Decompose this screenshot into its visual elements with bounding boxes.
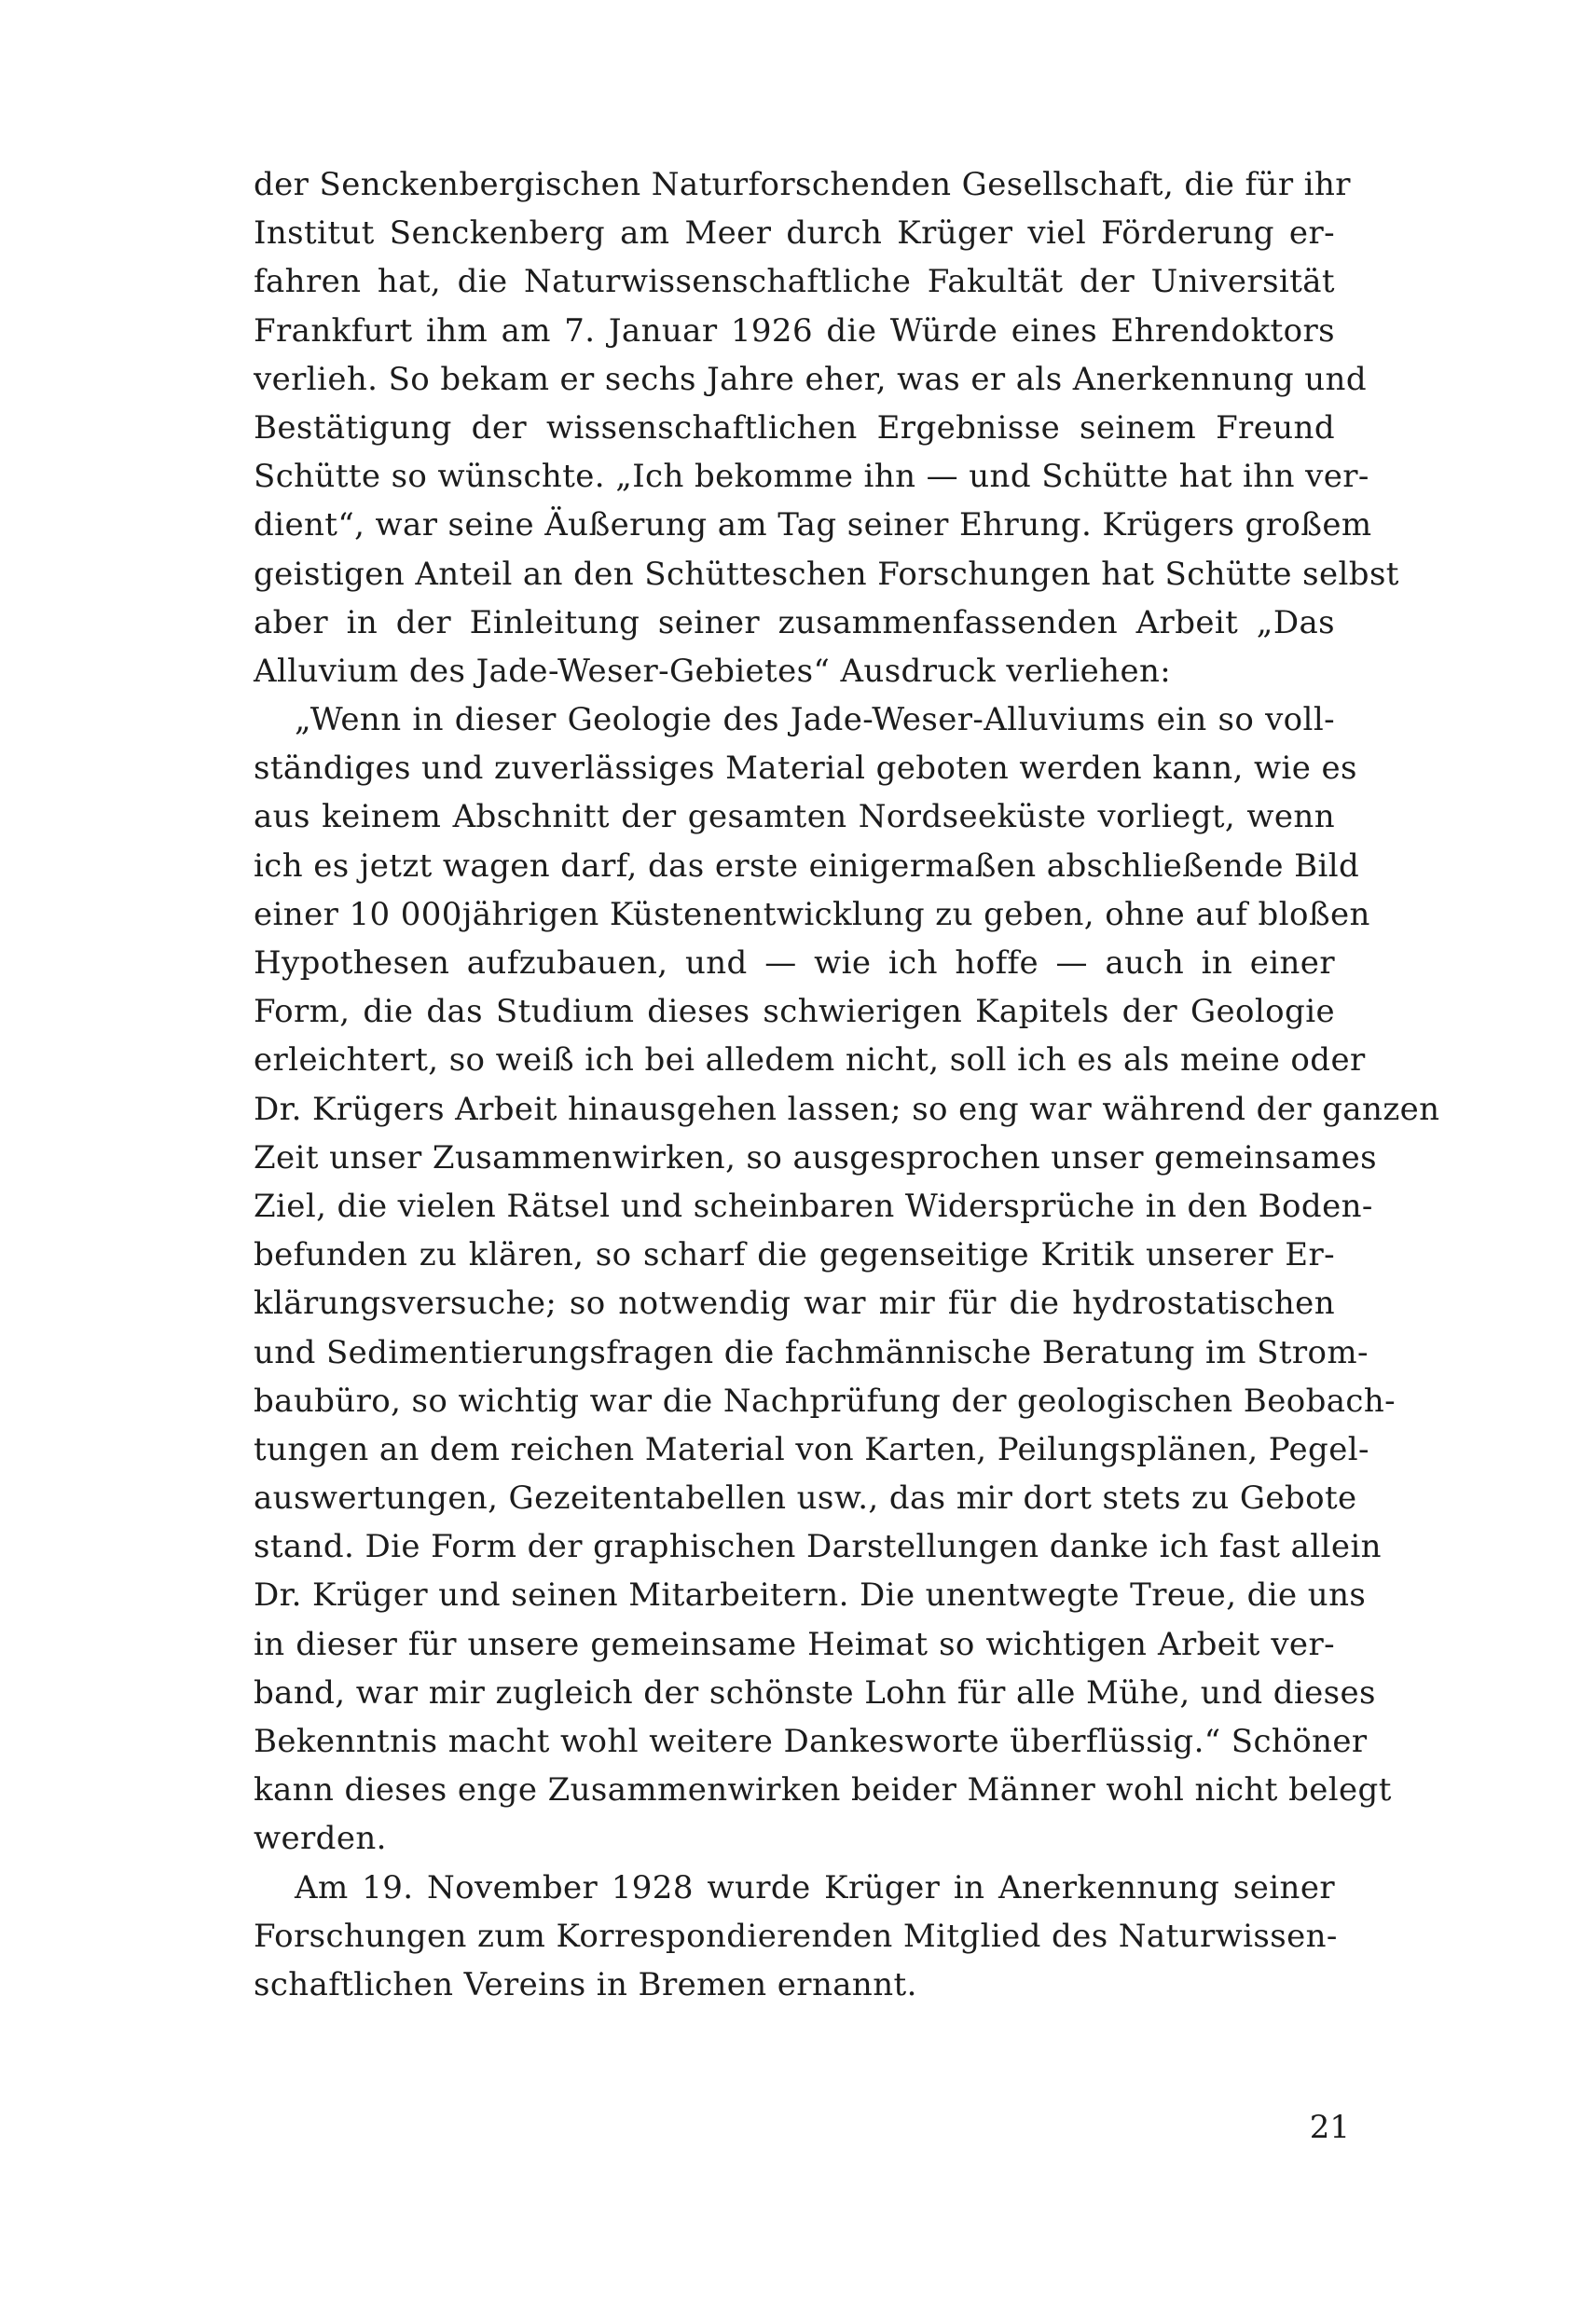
text-line: der Senckenbergischen Naturforschenden Gesellschaft, die für ihr bbox=[254, 166, 1351, 203]
quote-line: Hypothesen aufzubauen, und — wie ich hoffe — auch in einer bbox=[254, 944, 1335, 982]
quote-line: Ziel, die vielen Rätsel und scheinbaren Widersprüche in den Boden- bbox=[254, 1187, 1373, 1225]
text-line: Bestätigung der wissenschaftlichen Ergebnisse seinem Freund bbox=[254, 408, 1335, 447]
quote-line: einer 10 000jährigen Küstenentwicklung zu geben, ohne auf bloßen bbox=[254, 895, 1370, 933]
quote-line: klärungsversuche; so notwendig war mir für die hydrostatischen bbox=[254, 1285, 1335, 1323]
quote-line: ständiges und zuverlässiges Material geboten werden kann, wie es bbox=[254, 750, 1357, 788]
quote-line: Form, die das Studium dieses schwierigen Kapitels der Geologie bbox=[254, 993, 1335, 1031]
text-line: fahren hat, die Naturwissenschaftliche Fakultät der Universität bbox=[254, 263, 1335, 301]
quote-line: Dr. Krüger und seinen Mitarbeitern. Die unentwegte Treue, die uns bbox=[254, 1576, 1367, 1615]
text-line: dient“, war seine Äußerung am Tag seiner Ehrung. Krügers großem bbox=[254, 506, 1372, 544]
text-line: Frankfurt ihm am 7. Januar 1926 die Würde eines Ehrendoktors bbox=[254, 311, 1335, 350]
quote-line: „Wenn in dieser Geologie des Jade-Weser-Alluviums ein so voll- bbox=[295, 701, 1335, 739]
quote-line: erleichtert, so weiß ich bei alledem nicht, soll ich es als meine oder bbox=[254, 1041, 1366, 1080]
text-line: Forschungen zum Korrespondierenden Mitglied des Naturwissen- bbox=[254, 1917, 1338, 1955]
quote-line: Zeit unser Zusammenwirken, so ausgesprochen unser gemeinsames bbox=[254, 1138, 1378, 1177]
text-line: aber in der Einleitung seiner zusammenfassenden Arbeit „Das bbox=[254, 603, 1335, 641]
text-line: werden. bbox=[254, 1820, 387, 1858]
text-line: Institut Senckenberg am Meer durch Krüger viel Förderung er- bbox=[254, 214, 1335, 253]
text-line: Am 19. November 1928 wurde Krüger in Anerkennung seiner bbox=[295, 1868, 1335, 1906]
text-line: Alluvium des Jade-Weser-Gebietes“ Ausdruck verliehen: bbox=[254, 652, 1172, 690]
quote-line: Bekenntnis macht wohl weitere Dankesworte überflüssig.“ Schöner bbox=[254, 1723, 1368, 1760]
page-number: 21 bbox=[1309, 2109, 1350, 2146]
quote-line: und Sedimentierungsfragen die fachmännische Beratung im Strom- bbox=[254, 1333, 1369, 1371]
quote-line: auswertungen, Gezeitentabellen usw., das mir dort stets zu Gebote bbox=[254, 1479, 1357, 1518]
quote-line: befunden zu klären, so scharf die gegenseitige Kritik unserer Er- bbox=[254, 1236, 1335, 1274]
text-line: kann dieses enge Zusammenwirken beider Männer wohl nicht belegt bbox=[254, 1771, 1392, 1810]
quote-line: ich es jetzt wagen darf, das erste einigermaßen abschließende Bild bbox=[254, 846, 1360, 885]
quote-line: stand. Die Form der graphischen Darstellungen danke ich fast allein bbox=[254, 1528, 1382, 1566]
quote-line: baubüro, so wichtig war die Nachprüfung der geologischen Beobach- bbox=[254, 1382, 1396, 1420]
quote-line: Dr. Krügers Arbeit hinausgehen lassen; so eng war während der ganzen bbox=[254, 1090, 1440, 1128]
quote-line: in dieser für unsere gemeinsame Heimat so wichtigen Arbeit ver- bbox=[254, 1625, 1335, 1663]
text-line: Schütte so wünschte. „Ich bekomme ihn — und Schütte hat ihn ver- bbox=[254, 458, 1369, 496]
quote-line: band, war mir zugleich der schönste Lohn für alle Mühe, und dieses bbox=[254, 1673, 1376, 1712]
text-line: geistigen Anteil an den Schütteschen Forschungen hat Schütte selbst bbox=[254, 555, 1399, 593]
quote-line: tungen an dem reichen Material von Karten, Peilungsplänen, Pegel- bbox=[254, 1430, 1369, 1468]
quote-line: aus keinem Abschnitt der gesamten Nordseeküste vorliegt, wenn bbox=[254, 798, 1335, 836]
text-line: schaftlichen Vereins in Bremen ernannt. bbox=[254, 1965, 917, 2003]
text-line: verlieh. So bekam er sechs Jahre eher, was er als Anerkennung und bbox=[254, 360, 1368, 398]
body-text bbox=[254, 160, 1440, 2009]
